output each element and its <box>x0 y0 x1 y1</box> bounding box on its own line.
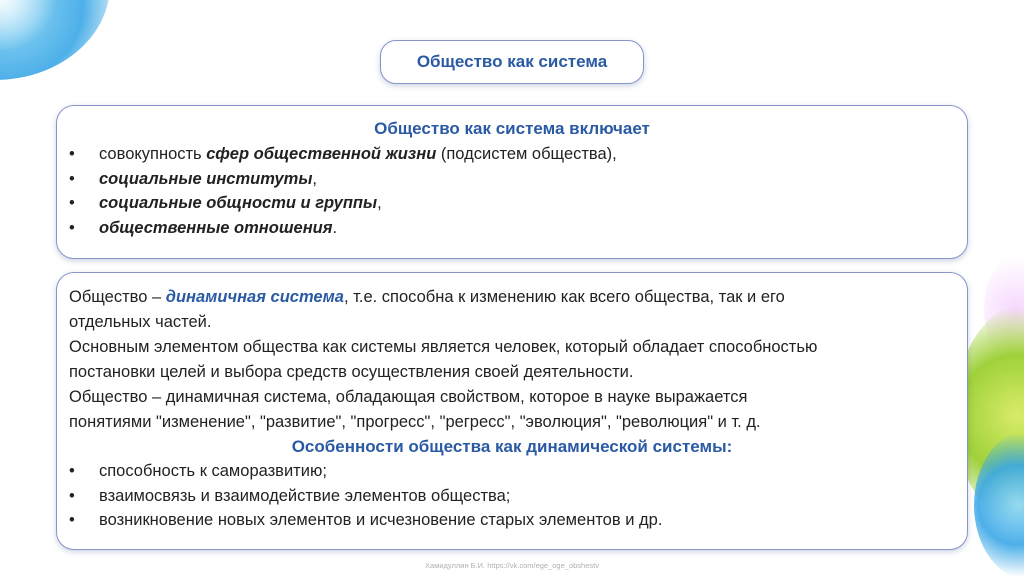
box1-heading: Общество как система включает <box>374 119 650 138</box>
paragraph-text: постановки целей и выбора средств осуществления своей деятельности. <box>69 363 634 381</box>
item-text: , <box>312 169 318 188</box>
box1-list <box>57 142 967 240</box>
page-title: Общество как система <box>416 52 608 71</box>
paragraph-text: понятиями "изменение", "развитие", "прогресс", "регресс", "эволюция", "революция" и т. д. <box>69 413 761 431</box>
title-box <box>380 40 644 84</box>
box2-heading: Особенности общества как динамической системы: <box>291 437 733 456</box>
bullet-icon: • <box>69 462 75 480</box>
paragraph-text: Общество – динамичная система, обладающая свойством, которое в науке выражается <box>69 388 748 406</box>
paragraph-dynamic-definition <box>69 285 955 335</box>
list-item <box>57 508 967 533</box>
list-item <box>57 459 967 484</box>
item-text: возникновение новых элементов и исчезновение старых элементов и др. <box>99 511 663 529</box>
paragraph-text: отдельных частей. <box>69 313 212 331</box>
list-item <box>57 167 967 192</box>
list-item <box>57 216 967 241</box>
highlight-term: динамичная система <box>165 288 344 306</box>
item-text: . <box>332 218 338 237</box>
paragraph-text: Общество – <box>69 288 166 306</box>
item-text: (подсистем общества), <box>436 145 617 163</box>
item-text: способность к саморазвитию; <box>99 462 327 480</box>
bullet-icon: • <box>69 145 75 163</box>
item-text: , <box>377 194 382 212</box>
item-bold-text: общественные отношения <box>99 218 333 237</box>
item-bold-text: сфер общественной жизни <box>206 145 437 163</box>
item-text: совокупность <box>99 145 207 163</box>
bullet-icon: • <box>69 194 75 212</box>
box2-list <box>57 459 967 533</box>
society-system-box <box>56 105 968 259</box>
footer-credit: Хамидуллин Б.И. https://vk.com/ege_oge_obshestv <box>425 561 599 570</box>
item-text: взаимосвязь и взаимодействие элементов общества; <box>99 486 511 505</box>
item-bold-text: социальные общности и группы <box>99 194 378 212</box>
paragraph-human-element <box>69 335 955 385</box>
bullet-icon: • <box>69 169 75 188</box>
bullet-icon: • <box>69 511 75 529</box>
paragraph-text: , т.е. способна к изменению как всего общества, так и его <box>343 288 785 306</box>
bullet-icon: • <box>69 486 75 505</box>
item-bold-text: социальные институты <box>99 169 313 188</box>
paragraph-text: Основным элементом общества как системы является человек, который обладает способностью <box>69 338 818 356</box>
list-item <box>57 484 967 509</box>
dynamic-system-box <box>56 272 968 550</box>
list-item <box>57 191 967 216</box>
bullet-icon: • <box>69 218 75 237</box>
paragraph-concepts <box>69 385 955 435</box>
list-item <box>57 142 967 167</box>
